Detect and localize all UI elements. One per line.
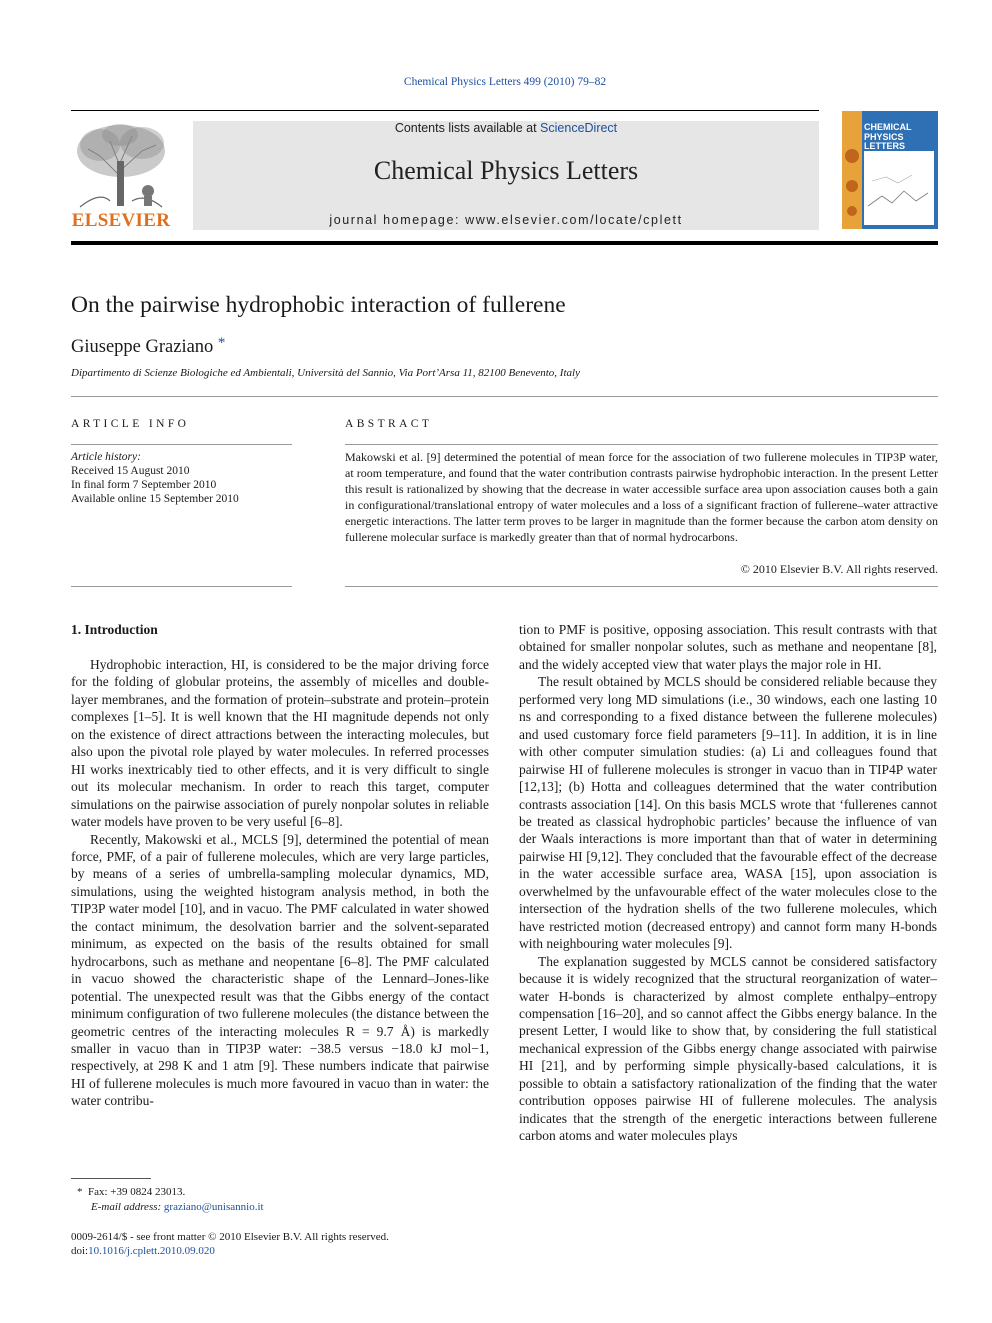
elsevier-tree-icon [70,121,172,209]
email-line: E-mail address: graziano@unisannio.it [91,1201,264,1213]
doi-line: doi:10.1016/j.cplett.2010.09.020 [71,1245,215,1257]
elsevier-logo[interactable] [70,121,172,231]
article-info-rule [71,444,292,445]
article-history [71,450,292,506]
cover-artwork-icon [842,111,938,229]
author-affiliation: Dipartimento di Scienze Biologiche ed Ambientali, Università del Sannio, Via Port’Arsa 11, 82100 Benevento, Italy [71,367,580,379]
journal-homepage[interactable]: journal homepage: www.elsevier.com/locate/cplett [329,213,683,227]
header-bottom-rule [71,241,938,245]
elsevier-wordmark: ELSEVIER [71,210,171,231]
abstract-bottom-rule [345,586,938,587]
online-date: Available online 15 September 2010 [71,493,239,505]
author-line [71,335,225,358]
article-title: On the pairwise hydrophobic interaction of fullerene [71,292,566,318]
corresponding-author-footnote [71,1185,489,1215]
author-footnote-marker[interactable]: * [217,335,226,351]
cover-title: CHEMICAL PHYSICS LETTERS [864,122,912,151]
footnote-marker: * [77,1186,83,1198]
footnote-rule [71,1178,151,1179]
author-name: Giuseppe Graziano [71,337,214,357]
contents-prefix: Contents lists available at [394,121,541,135]
paragraph: The explanation suggested by MCLS cannot be considered satisfactory because it is widely recognized that the structural reorganization of water–water H-bonds is characterized by almost complete enthalpy–entropy compensation [16–20], and so cannot affect the Gibbs energy balance. In the present Letter, I would like to show that, by considering the full statistical mechanical expression of the Gibbs energy change associated with pairwise HI [21], and by performing simple physically-based calculations, it is possible to obtain a satisfactory rationalization of the finding that the water contribution opposes pairwise HI of fullerene molecules. The analysis indicates that the strength of the energetic interactions between fullerene carbon atoms and water molecules plays [519,953,937,1144]
received-date: Received 15 August 2010 [71,465,190,477]
paragraph: The result obtained by MCLS should be considered reliable because they performed very long MD simulations (i.e., 30 windows, each one lasting 10 ns and corresponding to a fixed distance between the fullerene molecules) and used customary force field parameters [9–11]. In addition, it is in line with other computer simulation studies: (a) Li and colleagues found that pairwise HI of fullerene molecules is stronger in vacuo than in TIP4P water [12,13]; (b) Hotta and colleagues determined that the water contribution contrasts association [14]. On this basis MCLS wrote that ‘fullerenes cannot be treated as classical hydrophobic particles’ because the influence of van der Waals interactions is more important than that of water in determining pairwise HI [9,12]. They concluded that the favourable effect of the decrease in the water accessible surface area, WASA [15], upon association is overwhelmed by the unfavourable effect of the water molecules close to the intersection of the hydration shells of the two fullerene molecules, which have restricted motion (decreased entropy) and cannot form many H-bonds with neighbouring water molecules [9]. [519,674,937,952]
doi-link[interactable]: 10.1016/j.cplett.2010.09.020 [88,1245,215,1257]
paragraph: tion to PMF is positive, opposing association. This result contrasts with that obtained for smaller nonpolar solutes, such as methane and neopentane [8], and the widely accepted view that water plays the major role in HI. [519,622,937,672]
abstract-rule [345,444,938,445]
fax-line: * Fax: +39 0824 23013. [77,1186,186,1198]
body-column-right [519,621,937,1145]
journal-reference[interactable]: Chemical Physics Letters 499 (2010) 79–82 [403,76,607,88]
author-email-link[interactable]: graziano@unisannio.it [163,1201,264,1213]
paragraph: Hydrophobic interaction, HI, is considered to be the major driving force for the folding of globular proteins, the assembly of micelles and double-layer membranes, and the formation of protein–substrate and protein–protein complexes [1–5]. It is well known that the HI magnitude depends not only on the existence of direct attractions between the interacting molecules, but also upon the pivotal role played by water molecules. In referred processes HI works inextricably tied to other effects, and it is very difficult to single out its molecular mechanism. In order to reach this target, computer simulations on the pairwise association of purely nonpolar solutes in reliable water models have proven to be very useful [6–8]. [71,657,489,830]
history-label: Article history: [71,451,141,463]
revised-date: In final form 7 September 2010 [71,479,217,491]
body-column-left [71,656,489,1110]
abstract-heading: ABSTRACT [345,418,433,430]
paragraph: Recently, Makowski et al., MCLS [9], determined the potential of mean force, PMF, of a pair of fullerene molecules, which are very large particles, by means of a series of umbrella-sampling molecular dynamics, MD, simulations, using the weighted histogram analysis method, in both the TIP3P water model [10], and in vacuo. The PMF calculated in water showed the contact minimum, the desolvation barrier and the solvent-separated minimum, as expected on the basis of the results obtained for small hydrocarbons, such as methane and neopentane [6–8]. The PMF calculated in vacuo showed the characteristic shape of the Lennard–Jones-like potential. The unexpected result was that the Gibbs energy of the contact minimum configuration of two fullerene molecules (the distance between the geometric centres of the interacting molecules R = 9.7 Å) is markedly smaller in vacuo than in TIP3P water: −38.5 versus −18.0 kJ mol−1, respectively, at 298 K and 1 atm [9]. These numbers indicate that pairwise HI of fullerene molecules is much more favoured in vacuo than in water: the water contribu- [71,831,489,1109]
header-top-rule [71,110,819,111]
contents-line [193,121,819,135]
journal-title: Chemical Physics Letters [373,156,639,185]
sciencedirect-link[interactable]: ScienceDirect [540,121,618,135]
abstract-copyright: © 2010 Elsevier B.V. All rights reserved. [740,562,938,576]
article-info-bottom-rule [71,586,292,587]
issn-line: 0009-2614/$ - see front matter © 2010 Elsevier B.V. All rights reserved. [71,1231,389,1243]
article-info-heading: ARTICLE INFO [71,418,190,430]
section-heading-introduction: 1. Introduction [71,622,158,637]
journal-cover-thumbnail[interactable] [842,111,938,229]
title-rule [71,396,938,397]
abstract-text: Makowski et al. [9] determined the potential of mean force for the association of two fullerene molecules in TIP3P water, at room temperature, and found that the water contribution contrasts pairwise hydrophobic interaction. In the present Letter this result is rationalized by showing that the decrease in water accessible surface area upon association causes both a gain in configurational/translational entropy of water molecules and a loss of a significant fraction of fullerene–water attractive energetic interactions. The latter term proves to be larger in magnitude than the former because the carbon atom density on fullerene molecular surface is markedly greater than that of normal hydrocarbons. [345,450,938,544]
